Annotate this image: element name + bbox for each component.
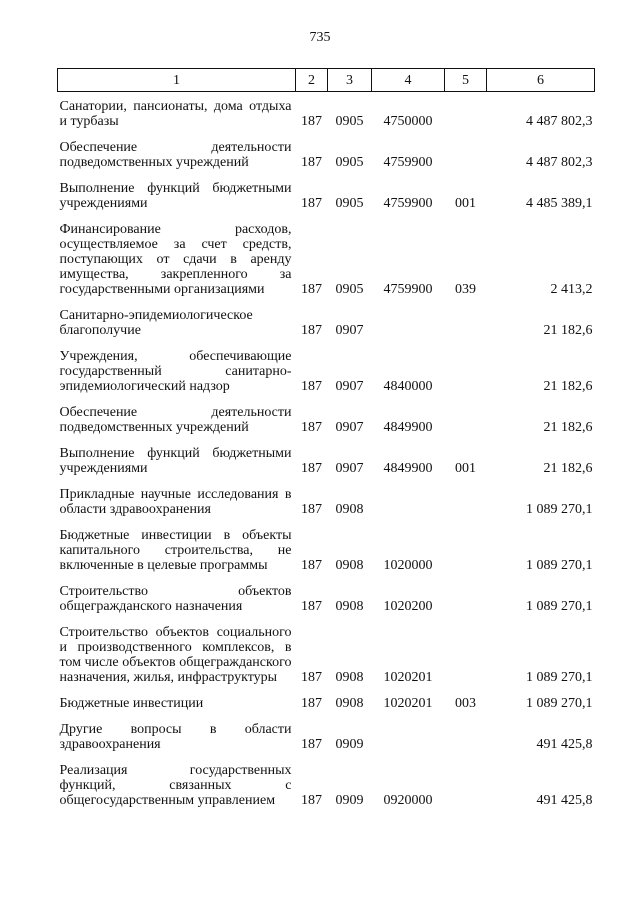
row-amount: 4 487 802,3 [526,114,593,129]
row-target-code: 4840000 [383,379,433,394]
row-target-code: 4849900 [383,420,433,435]
row-ministry-code: 187 [301,599,322,614]
row-spacer [58,338,595,349]
row-target-code: 4849900 [383,461,433,476]
row-expense-type [445,308,487,338]
row-section-code: 0909 [335,793,364,808]
row-amount: 1 089 270,1 [526,558,593,573]
row-spacer [58,614,595,625]
row-section-code: 0905 [335,196,364,211]
row-amount: 491 425,8 [536,737,593,752]
row-section-code: 0907 [335,379,364,394]
row-spacer-cell [58,170,595,181]
row-amount: 21 182,6 [543,323,593,338]
header-row [58,69,595,92]
row-expense-type [445,625,487,685]
table-row [58,349,595,394]
row-amount: 1 089 270,1 [526,599,593,614]
row-ministry-code: 187 [301,793,322,808]
row-amount: 4 487 802,3 [526,155,593,170]
row-ministry-code: 187 [301,379,322,394]
row-section-code: 0908 [335,558,364,573]
row-spacer [58,517,595,528]
table-row [58,528,595,573]
table-row [58,625,595,685]
row-spacer-cell [58,614,595,625]
row-expense-type: 001 [455,196,476,211]
table-header [58,69,595,92]
row-spacer-cell [58,394,595,405]
row-spacer [58,211,595,222]
row-target-code: 4759900 [383,196,433,211]
row-target-code: 4759900 [383,155,433,170]
row-amount: 1 089 270,1 [526,502,593,517]
row-spacer [58,685,595,696]
row-spacer [58,92,595,100]
row-ministry-code: 187 [301,502,322,517]
row-section-code: 0908 [335,502,364,517]
row-name: Учреждения, обеспечивающие государственный санитарно-эпидемиологический надзор [59,349,292,394]
row-spacer-cell [58,297,595,308]
row-spacer-cell [58,517,595,528]
row-name: Санитарно-эпидемиологическое благополучие [59,308,253,338]
row-ministry-code: 187 [301,461,322,476]
row-name: Реализация государственных функций, связанных с общегосударственным управлением [59,763,292,808]
table-row [58,181,595,211]
row-expense-type [445,584,487,614]
row-name: Выполнение функций бюджетными учреждениями [59,446,292,476]
row-spacer [58,170,595,181]
row-spacer [58,573,595,584]
row-amount: 21 182,6 [543,461,593,476]
row-section-code: 0909 [335,737,364,752]
budget-table [57,68,595,808]
row-ministry-code: 187 [301,558,322,573]
row-name: Обеспечение деятельности подведомственных учреждений [59,140,292,170]
row-ministry-code: 187 [301,114,322,129]
header-col-4: 4 [372,69,445,92]
header-col-5: 5 [445,69,487,92]
row-expense-type [445,140,487,170]
row-target-code: 0920000 [383,793,433,808]
row-target-code: 1020201 [383,670,433,685]
header-col-1: 1 [58,69,296,92]
row-spacer [58,129,595,140]
table-row [58,99,595,129]
row-ministry-code: 187 [301,323,322,338]
row-ministry-code: 187 [301,420,322,435]
row-section-code: 0907 [335,420,364,435]
table-row [58,763,595,808]
row-name: Бюджетные инвестиции [59,696,204,711]
row-target-code [372,308,445,338]
row-name: Бюджетные инвестиции в объекты капитального строительства, не включенные в целевые программы [59,528,292,573]
row-spacer-cell [58,338,595,349]
row-section-code: 0905 [335,155,364,170]
row-expense-type: 003 [455,696,476,711]
header-col-3: 3 [328,69,372,92]
table-row [58,446,595,476]
row-ministry-code: 187 [301,670,322,685]
row-section-code: 0907 [335,323,364,338]
row-name: Прикладные научные исследования в области здравоохранения [59,487,292,517]
row-expense-type [445,487,487,517]
row-amount: 491 425,8 [536,793,593,808]
row-target-code: 1020200 [383,599,433,614]
header-col-6: 6 [487,69,595,92]
row-expense-type [445,722,487,752]
row-target-code [372,722,445,752]
table-row [58,487,595,517]
row-amount: 1 089 270,1 [526,670,593,685]
row-spacer [58,476,595,487]
row-target-code: 4750000 [383,114,433,129]
row-spacer [58,752,595,763]
row-section-code: 0907 [335,461,364,476]
row-spacer [58,297,595,308]
table-row [58,405,595,435]
row-amount: 21 182,6 [543,379,593,394]
row-ministry-code: 187 [301,282,322,297]
header-col-2: 2 [296,69,328,92]
row-ministry-code: 187 [301,155,322,170]
table-row [58,696,595,711]
row-ministry-code: 187 [301,737,322,752]
row-name: Финансирование расходов, осуществляемое за счет средств, поступающих от сдачи в аренду имущества, закрепленного за государственными организациями [59,222,292,297]
row-target-code [372,487,445,517]
row-ministry-code: 187 [301,196,322,211]
table-row [58,140,595,170]
row-section-code: 0905 [335,282,364,297]
row-spacer-cell [58,711,595,722]
row-name: Строительство объектов социального и производственного комплексов, в том числе объектов общегражданского назначения, жилья, инфраструктуры [59,625,292,685]
row-spacer [58,435,595,446]
row-amount: 1 089 270,1 [526,696,593,711]
row-expense-type [445,99,487,129]
row-target-code: 1020000 [383,558,433,573]
row-ministry-code: 187 [301,696,322,711]
row-name: Санатории, пансионаты, дома отдыха и турбазы [59,99,292,129]
row-spacer-cell [58,211,595,222]
row-expense-type [445,349,487,394]
row-section-code: 0908 [335,670,364,685]
row-name: Другие вопросы в области здравоохранения [59,722,292,752]
table-row [58,222,595,297]
row-expense-type [445,405,487,435]
row-target-code: 1020201 [383,696,433,711]
row-section-code: 0908 [335,696,364,711]
table-row [58,584,595,614]
table-row [58,308,595,338]
row-amount: 2 413,2 [550,282,593,297]
page-number: 735 [309,30,331,45]
row-spacer [58,711,595,722]
row-name: Выполнение функций бюджетными учреждениями [59,181,292,211]
row-spacer-cell [58,752,595,763]
row-spacer-cell [58,129,595,140]
row-expense-type: 039 [455,282,476,297]
row-spacer [58,394,595,405]
row-spacer-cell [58,685,595,696]
row-section-code: 0905 [335,114,364,129]
row-expense-type [445,763,487,808]
table-body [58,92,595,809]
row-amount: 4 485 389,1 [526,196,593,211]
row-section-code: 0908 [335,599,364,614]
row-name: Строительство объектов общегражданского назначения [59,584,292,614]
row-amount: 21 182,6 [543,420,593,435]
row-name: Обеспечение деятельности подведомственных учреждений [59,405,292,435]
row-expense-type [445,528,487,573]
row-expense-type: 001 [455,461,476,476]
row-spacer-cell [58,476,595,487]
row-spacer-cell [58,573,595,584]
table-row [58,722,595,752]
row-target-code: 4759900 [383,282,433,297]
row-spacer-cell [58,435,595,446]
row-spacer-cell [58,92,595,100]
